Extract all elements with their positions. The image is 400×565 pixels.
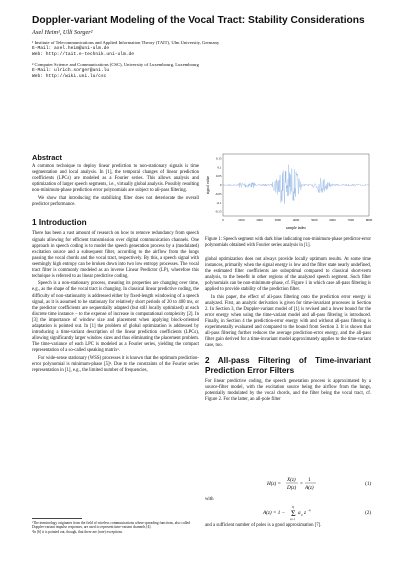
svg-text:X(z): X(z) [287,477,296,483]
svg-text:Q: Q [292,505,295,509]
svg-text:Σ: Σ [291,509,296,518]
figure-xtick-label: 0 [222,218,224,222]
svg-text:D(z): D(z) [287,485,297,491]
affiliation-1-web[interactable]: Web: http://tait.e-technik.uni-ulm.de [32,52,134,58]
figure-xtick-label: 4000 [292,218,300,222]
equation-1-graphic [205,475,371,493]
affiliation-2-email[interactable]: E-Mail: ulrich.sorger@uni.lu [32,67,110,73]
affiliation-1-email[interactable]: E-Mail: axel.heim@uni-ulm.de [32,46,110,52]
svg-text:−q: −q [307,508,311,512]
figure-ytick-label: -0.15 [214,209,222,214]
figure-xtick-label: 7000 [347,218,354,222]
svg-text:z: z [304,510,307,516]
right-column [205,257,371,405]
figure-ytick-label: 0.15 [215,156,222,161]
paper-title: Doppler-variant Modeling of the Vocal Tract: Stability Considerations [32,15,365,26]
section-1-paragraph-2: Speech is a non-stationary process, meaning its properties are changing over time, e.g., as the shape of the vocal tract is changing. In classical linear predictive coding, the difficulty of non-stationarity is addressed either by fixed-length windowing of a speech signal, as it is assumed to be stationary for relatively short periods of 20 to 400 ms, or the predictor coefficients are sequentially adapted (but still locally optimized) at each discrete time instance – to the expense of increase in computational complexity [2]. In [3] the importance of window size and placement when applying block-oriented adaptation is pointed out. In [1] the problem of global optimization is addressed by introducing a time-variant description of the linear prediction coefficients (LPCs), allowing significantly larger window sizes and thus eliminating the placement problem. The time-variance of each LPC is modeled as a Fourier series, yielding the compact representation of a so-called speaking matrix¹. [32,281,199,353]
affiliations [32,40,332,83]
affiliation-2-web[interactable]: Web: http://wiki.uni.lu/csc [32,74,107,80]
affiliation-2-name: ² Computer Science and Communications (CSC), University of Luxembourg, Luxembourg [32,61,199,67]
figure-xtick-label: 1000 [238,218,245,222]
equation-2-number: (2) [365,511,371,516]
equation-2 [205,503,371,523]
figure-xlabel: sample index [285,226,307,230]
equation-1-number: (1) [365,482,371,487]
affiliation-1-name: ¹ Institute of Telecommunications and Applied Information Theory (TAIT), Ulm University, Germany [32,40,220,45]
section-2-paragraph-2: and a sufficient number of poles is a good approximation [7]. [205,523,322,528]
section-1-heading: 1 Introduction [32,217,87,227]
left-column [32,155,199,375]
right-paragraph-1: global optimization does not always provide locally optimum results. At some time instances, primarily when the signal energy is low and the filter state nearly undefined, the estimated filter coefficients are suboptimal compared to classical short-term analysis, to the benefit in other regions of the analyzed speech segment. Such filter polynomials can be non-minimum-phase, cf. Figure 1 in which case all-pass filtering is applied to provide stability of the prediction filter. [205,257,371,293]
right-paragraph-2: In this paper, the effect of all-pass filtering onto the prediction error energy is analyzed. First, an analytic derivation is given for time-invariant processes in Section 2. In Section 3, the Doppler-variant model of [1] is revised and a lower bound for the error energy when using the time-variant model and all-pass filtering is introduced. Finally, in Section 4 the prediction-error energy with and without all-pass filtering is experimentally evaluated and compared to the bound from Section 3. It is shown that all-pass filtering further reduces the average prediction-error energy, and the all-pass filter gain derived for a time-invariant model approximately applies to the time-variant case, too. [205,294,371,349]
paper-authors: Axel Heim¹, Ulli Sorger² [32,29,93,36]
figure-xtick-label: 8000 [365,218,373,222]
figure-ytick-label: 0.05 [215,174,222,179]
affiliation-1 [32,40,332,59]
figure-ytick-label: 0 [219,183,222,188]
figure-xtick-label: 3000 [274,218,281,222]
svg-text:a: a [298,510,301,516]
footnote-2: ²In [6] it is pointed out, though, that there are (rare) exceptions. [32,529,123,534]
figure-xtick-label: 5000 [311,218,318,222]
equation-1 [205,475,371,499]
abstract-heading: Abstract [32,153,62,162]
figure-xtick-label: 6000 [329,218,336,222]
abstract-paragraph-1: A common technique to deploy linear prediction to non-stationary signals is time segmentation and local analysis. In [1], the temporal changes of linear prediction coefficients (LPCs) are modeled as a Fourier series. This allows analysis and optimization of larger speech segments, i.e., virtually global analysis. Possibly resulting non-minimum-phase prediction error polynomials are subject to all-pass filtering. [32,164,199,194]
figure-ylabel: signal value [206,175,210,195]
figure-waveform [223,165,369,204]
section-2-paragraph-1: For linear predictive coding, the speech generation process is approximated by a source-filter model, with the excitation source being the airflow from the lungs, potentially modulated by the vocal chords, and the filter being the vocal tract, cf. Figure 2. For the latter, an all-pole filter [205,379,371,403]
svg-text:A(z): A(z) [305,485,314,491]
abstract-paragraph-2: We show that introducing the stabilizing filter does not deteriorate the overall predictor performance. [32,195,199,207]
equation-1-lhs: H(z) = [267,481,282,487]
svg-text:A(z) = 1 −: A(z) = 1 − [263,510,286,516]
figure-ytick-label: -0.05 [214,191,222,196]
figure-1-caption: Figure 1: Speech segment with dark blue indicating non-minimum-phase predictor-error polynomials obtained with Fourier series analysis in [1]. [205,237,371,249]
section-1-paragraph-1: There has been a vast amount of research on how to remove redundancy from speech signals allowing for efficient transmission over digital communication channels. One approach in speech coding is to model the speech generation process by a (modulated) excitation source and a subsequent filter, according to the airflow from the lungs passing the vocal chords and the vocal tract, respectively. By this, a speech signal with seemingly high entropy can be broken down into two low entropy processes. The vocal tract filter is commonly modeled as an inverse Linear Predictor (LP), wherefore this technique is referred to as linear predictive coding. [32,231,199,279]
svg-text:q=1: q=1 [290,517,296,521]
equation-2-graphic [205,503,371,523]
footnotes [32,521,199,534]
section-1-paragraph-3: For wide-sense stationary (WSS) processes it is known that the optimum prediction-error polynomial is minimum-phase [5]². Due to the constraints of the Fourier series representation in [1], e.g., the limited number of frequencies, [32,355,199,373]
figure-1-plot [205,152,373,234]
svg-text:q: q [301,512,303,517]
svg-text:=: = [300,481,303,487]
svg-text:1: 1 [308,477,311,483]
equation-with: with [205,497,214,502]
footnote-rule [32,518,82,519]
affiliation-2 [32,62,332,81]
figure-ytick-label: 0.1 [217,165,222,170]
section-2-heading: 2 All-pass Filtering of Time-invariant Prediction Error Filters [205,356,371,375]
figure-xtick-label: 2000 [256,218,263,222]
footnote-1: ¹The terminology originates from the field of wireless communications where spreading functions, also called Doppler-variant impulse responses, are used to represent time-variant channels [4]. [32,521,190,530]
figure-ytick-label: -0.1 [216,200,222,205]
